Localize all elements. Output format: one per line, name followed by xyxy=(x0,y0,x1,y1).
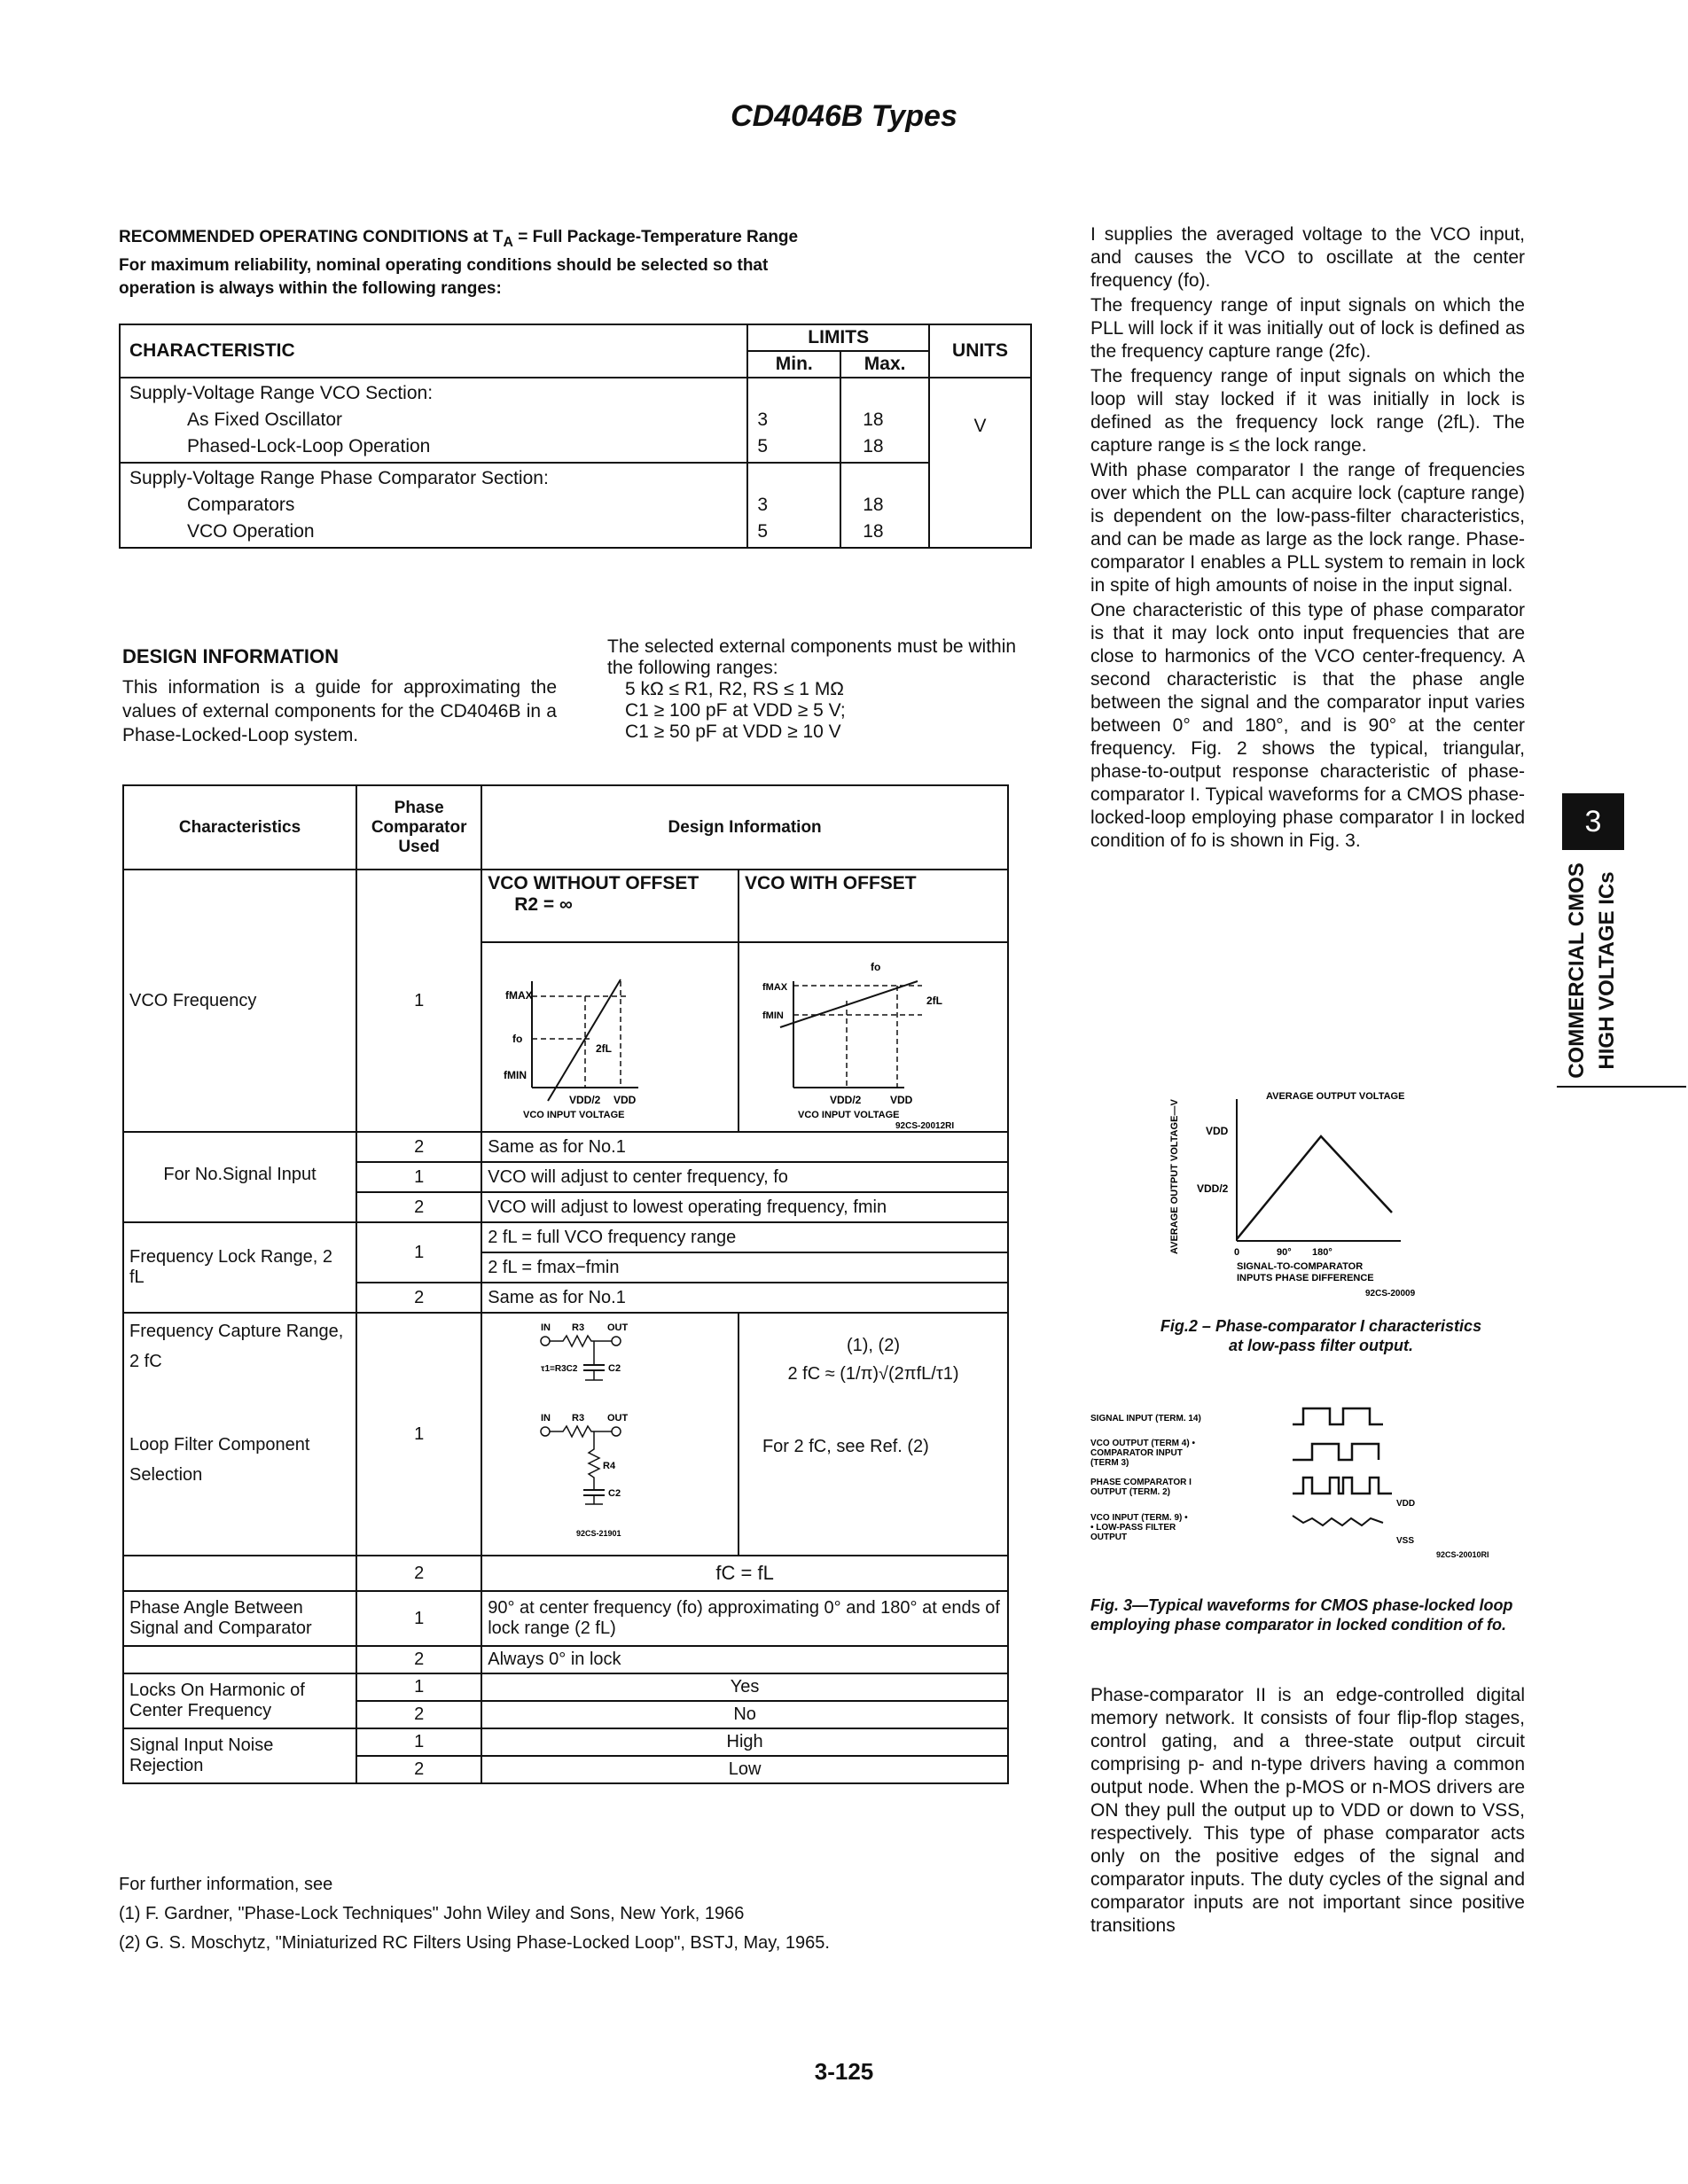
dt-cap-label: (1), (2) xyxy=(846,1336,900,1355)
g2-vco-input: VCO INPUT VOLTAGE xyxy=(797,1110,900,1120)
right-p5: One characteristic of this type of phase comparator is that it may lock onto input frequencies that are close to harmonics of the VCO center-frequency. A second characteristic is that the phase angle between the signal and the comparator input varies between 0° and 180°, and is 90° at the center frequency. Fig. 2 shows the typical, triangular, phase-to-output response characteristic of phase-comparator I. Typical waveforms for a CMOS phase-locked-loop employing phase comparator I in locked condition of fo is shown in Fig. 3. xyxy=(1090,600,1525,851)
fig2-code: 92CS-20009 xyxy=(1365,1289,1416,1299)
dt-lr2: Same as for No.1 xyxy=(481,1283,1008,1313)
dt-lr1b: 2 fL = fmax−fmin xyxy=(481,1252,1008,1283)
c-code: 92CS-21901 xyxy=(576,1529,621,1538)
roc-heading-line1: RECOMMENDED OPERATING CONDITIONS at T xyxy=(119,228,504,246)
roc-col-units: UNITS xyxy=(929,324,1031,378)
dt-yes: Yes xyxy=(481,1673,1008,1701)
g-fmin: fMIN xyxy=(504,1069,528,1081)
section-tab-label xyxy=(1562,851,1686,1090)
dt-cap-p1: 1 xyxy=(356,1313,481,1556)
page-title: CD4046B Types xyxy=(731,99,957,133)
fig3-vss: VSS xyxy=(1396,1536,1415,1546)
right-column xyxy=(1090,223,1525,854)
fig2-x180: 180° xyxy=(1312,1247,1332,1258)
section-tab-rule xyxy=(1557,1086,1686,1088)
dt-harmonic: Locks On Harmonic of Center Frequency xyxy=(123,1673,356,1728)
design-heading: DESIGN INFORMATION xyxy=(122,645,340,667)
page-number: 3-125 xyxy=(814,2058,874,2085)
dt-loop-filter: Loop Filter Component Selection xyxy=(129,1435,310,1485)
dt-sub-without xyxy=(481,870,738,942)
dt-no: No xyxy=(481,1701,1008,1728)
dt-lr-p2: 2 xyxy=(356,1283,481,1313)
design-ranges xyxy=(607,636,1033,743)
dt-pa-blank xyxy=(123,1646,356,1673)
g-vdd2: VDD/2 xyxy=(569,1094,601,1106)
right-p6: Phase-comparator II is an edge-controlled digital memory network. It consists of four flip-flop stages, control gating, and a three-state output circuit comprising p- and n-type drivers having a common output node. When the p-MOS or n-MOS drivers are ON they pull the output up to VDD or down to VSS, respectively. This type of phase comparator acts only on the positive edges of the signal and comparator inputs. The duty cycles of the signal and comparator inputs are not important since positive transitions xyxy=(1090,1685,1525,1936)
design-ranges-intro: The selected external components must be within the following ranges: xyxy=(607,636,1017,678)
roc-g2r1-max: 18 xyxy=(863,495,884,515)
g2-fmin: fMIN xyxy=(762,1010,784,1021)
references xyxy=(119,1870,1005,1958)
fig3-l2c: (TERM 3) xyxy=(1090,1458,1129,1468)
dt-vco-freq: VCO Frequency xyxy=(123,870,356,1132)
g-fmax: fMAX xyxy=(505,989,533,1002)
roc-g1-min xyxy=(747,378,840,463)
dt-h-design: Design Information xyxy=(481,785,1008,870)
dt-circuits-cell xyxy=(481,1313,738,1556)
roc-group2 xyxy=(120,463,747,548)
dt-lock-range: Frequency Lock Range, 2 fL xyxy=(123,1222,356,1313)
fig2-x0: 0 xyxy=(1234,1247,1240,1258)
dt-cap2: fC = fL xyxy=(481,1556,1008,1591)
dt-ns-p2: 2 xyxy=(356,1192,481,1222)
c2-in: IN xyxy=(541,1413,551,1424)
roc-col-max: Max. xyxy=(840,351,929,378)
dt-lr1a: 2 fL = full VCO frequency range xyxy=(481,1222,1008,1252)
c1-in: IN xyxy=(541,1322,551,1333)
fig2-xlabel2: INPUTS PHASE DIFFERENCE xyxy=(1237,1273,1374,1283)
dt-h-p2: 2 xyxy=(356,1701,481,1728)
dt-ns1: VCO will adjust to center frequency, fo xyxy=(481,1162,1008,1192)
dt-ns2: VCO will adjust to lowest operating frequency, fmin xyxy=(481,1192,1008,1222)
section-tab-number: 3 xyxy=(1562,793,1624,850)
dt-cap-ref: For 2 fC, see Ref. (2) xyxy=(762,1437,929,1456)
dt-capture: Frequency Capture Range, 2 fC xyxy=(129,1322,344,1371)
roc-g2r1: Comparators xyxy=(187,495,295,515)
c1-out: OUT xyxy=(607,1322,629,1333)
roc-heading xyxy=(119,226,1050,300)
roc-g2r1-min: 3 xyxy=(757,495,769,515)
fig3-l3a: PHASE COMPARATOR I xyxy=(1090,1478,1192,1487)
refs-intro: For further information, see xyxy=(119,1875,333,1894)
dt-cap-formula: 2 fC ≈ (1/π)√(2πfL/τ1) xyxy=(787,1364,959,1384)
roc-g1r2: Phased-Lock-Loop Operation xyxy=(187,436,431,456)
design-range1: 5 kΩ ≤ R1, R2, RS ≤ 1 MΩ xyxy=(625,679,845,699)
dt-h-char: Characteristics xyxy=(123,785,356,870)
loop-filter-circuits xyxy=(488,1316,727,1547)
fig2-cap2: at low-pass filter output. xyxy=(1228,1337,1413,1354)
roc-group1 xyxy=(120,378,747,463)
g2-code: 92CS-20012RI xyxy=(895,1121,955,1131)
fig2-vdd: VDD xyxy=(1206,1125,1229,1137)
roc-g2-min xyxy=(747,463,840,548)
dt-cap-p2: 2 xyxy=(356,1556,481,1591)
dt-cap-formula-cell xyxy=(738,1313,1008,1556)
dt-noise: Signal Input Noise Rejection xyxy=(123,1728,356,1783)
right-p4: With phase comparator I the range of frequencies over which the PLL can acquire lock (capture range) is dependent on the low-pass-filter characteristics, and can be made as large as the lock range. Phase-comparator I enables a PLL system to remain in lock in spite of high amounts of noise in the input signal. xyxy=(1090,460,1525,596)
roc-g1r1-min: 3 xyxy=(757,410,769,430)
roc-g1r1: As Fixed Oscillator xyxy=(187,410,343,430)
g2-vdd: VDD xyxy=(889,1094,913,1106)
roc-group2-title: Supply-Voltage Range Phase Comparator Section: xyxy=(129,468,549,488)
dt-pa2: Always 0° in lock xyxy=(481,1646,1008,1673)
dt-blank xyxy=(123,1132,356,1162)
g2-fo: fo xyxy=(870,961,881,973)
fig3-l4a: VCO INPUT (TERM. 9) • xyxy=(1090,1513,1188,1523)
roc-table xyxy=(119,324,1032,549)
roc-g1r2-max: 18 xyxy=(863,436,884,456)
roc-col-characteristic: CHARACTERISTIC xyxy=(120,324,747,378)
vco-without-offset-graph xyxy=(488,946,727,1123)
section-tab-line1: COMMERCIAL CMOS xyxy=(1565,862,1589,1079)
fig2-x90: 90° xyxy=(1277,1247,1292,1258)
fig2-cap1: Fig.2 – Phase-comparator I characteristics xyxy=(1160,1317,1482,1335)
roc-col-limits: LIMITS xyxy=(747,324,929,351)
fig3-l2b: COMPARATOR INPUT xyxy=(1090,1448,1183,1458)
dt-pa1: 90° at center frequency (fo) approximating 0° and 180° at ends of lock range (2 fL) xyxy=(481,1591,1008,1646)
design-range2: C1 ≥ 100 pF at VDD ≥ 5 V; xyxy=(625,700,846,721)
dt-sub-without-r2: R2 = ∞ xyxy=(514,894,573,915)
roc-heading-end: = Full Package-Temperature Range xyxy=(512,228,799,246)
fig3-l4c: OUTPUT xyxy=(1090,1533,1128,1542)
design-text: This information is a guide for approximating the values of external components for the CD4046B in a Phase-Locked-Loop system. xyxy=(122,677,557,745)
design-table xyxy=(122,784,1009,1784)
roc-g2r2-min: 5 xyxy=(757,521,769,542)
g-vco-input: VCO INPUT VOLTAGE xyxy=(523,1110,625,1120)
fig3-caption: Fig. 3—Typical waveforms for CMOS phase-locked loop employing phase comparator in locked condition of fo. xyxy=(1090,1596,1513,1634)
right-p1: I supplies the averaged voltage to the VCO input, and causes the VCO to oscillate at the center frequency (fo). xyxy=(1090,224,1525,291)
g2-2fl: 2fL xyxy=(926,994,942,1007)
fig2-ylabel: AVERAGE OUTPUT VOLTAGE—V xyxy=(1169,1099,1180,1254)
fig3-code: 92CS-20010RI xyxy=(1436,1550,1489,1559)
c2-r3: R3 xyxy=(572,1413,585,1424)
c1-tau: τ1=R3C2 xyxy=(541,1364,578,1374)
dt-vco-p2: 2 xyxy=(356,1132,481,1162)
right-p2: The frequency range of input signals on which the PLL will lock if it was initially out of lock is defined as the frequency capture range (2fc). xyxy=(1090,295,1525,362)
dt-capture-cell xyxy=(123,1313,356,1556)
roc-heading-sub: A xyxy=(503,234,513,250)
dt-graph-with-cell xyxy=(738,942,1008,1132)
dt-n-p1: 1 xyxy=(356,1728,481,1756)
ref-1: (1) F. Gardner, "Phase-Lock Techniques" John Wiley and Sons, New York, 1966 xyxy=(119,1904,745,1923)
fig3-l3b: OUTPUT (TERM. 2) xyxy=(1090,1487,1170,1497)
ref-2: (2) G. S. Moschytz, "Miniaturized RC Filters Using Phase-Locked Loop", BSTJ, May, 1965. xyxy=(119,1933,830,1953)
dt-no-signal: For No.Signal Input xyxy=(123,1162,356,1222)
fig3-l1: SIGNAL INPUT (TERM. 14) xyxy=(1090,1414,1201,1424)
dt-n-p2: 2 xyxy=(356,1756,481,1783)
section-tab-line2: HIGH VOLTAGE ICs xyxy=(1595,871,1619,1070)
dt-phase-angle: Phase Angle Between Signal and Comparator xyxy=(123,1591,356,1646)
fig3-waveforms xyxy=(1090,1396,1516,1587)
g-2fl: 2fL xyxy=(596,1042,613,1055)
roc-unit: V xyxy=(929,378,1031,548)
dt-pa-p2: 2 xyxy=(356,1646,481,1673)
roc-col-min: Min. xyxy=(747,351,840,378)
fig2-caption xyxy=(1126,1316,1516,1355)
dt-sub-without-label: VCO WITHOUT OFFSET xyxy=(488,873,699,893)
roc-g2r2: VCO Operation xyxy=(187,521,315,542)
g-vdd: VDD xyxy=(613,1094,637,1106)
roc-g2-max xyxy=(840,463,929,548)
c2-c2: C2 xyxy=(608,1488,621,1499)
fig3-l2a: VCO OUTPUT (TERM 4) • xyxy=(1090,1439,1195,1448)
roc-g1r1-max: 18 xyxy=(863,410,884,430)
g2-vdd2: VDD/2 xyxy=(829,1094,862,1106)
roc-heading-line3: operation is always within the following ranges: xyxy=(119,278,502,298)
dt-lr-p1: 1 xyxy=(356,1222,481,1283)
c1-c2: C2 xyxy=(608,1363,621,1374)
dt-graph-without-cell xyxy=(481,942,738,1132)
dt-h-p1: 1 xyxy=(356,1673,481,1701)
g2-fmax: fMAX xyxy=(762,982,788,993)
fig2-vdd2: VDD/2 xyxy=(1197,1182,1229,1195)
fig3-l4b: • LOW-PASS FILTER xyxy=(1090,1523,1176,1533)
roc-group1-title: Supply-Voltage Range VCO Section: xyxy=(129,383,434,403)
dt-cap-blank xyxy=(123,1556,356,1591)
dt-high: High xyxy=(481,1728,1008,1756)
dt-ns-p1: 1 xyxy=(356,1162,481,1192)
dt-vco-p2-val: Same as for No.1 xyxy=(481,1132,1008,1162)
roc-heading-line2: For maximum reliability, nominal operating conditions should be selected so that xyxy=(119,255,769,275)
g-fo: fo xyxy=(512,1033,523,1045)
roc-g1-max xyxy=(840,378,929,463)
dt-pa-p1: 1 xyxy=(356,1591,481,1646)
dt-vco-p1: 1 xyxy=(356,870,481,1132)
fig3-vdd: VDD xyxy=(1396,1499,1416,1509)
dt-h-phase: Phase Comparator Used xyxy=(356,785,481,870)
c2-out: OUT xyxy=(607,1413,629,1424)
fig2-xlabel1: SIGNAL-TO-COMPARATOR xyxy=(1237,1261,1364,1272)
design-range3: C1 ≥ 50 pF at VDD ≥ 10 V xyxy=(625,722,841,742)
roc-g1r2-min: 5 xyxy=(757,436,769,456)
c2-r4: R4 xyxy=(603,1461,616,1471)
vco-with-offset-graph xyxy=(745,946,1002,1131)
fig2-graph xyxy=(1153,1064,1525,1356)
dt-low: Low xyxy=(481,1756,1008,1783)
roc-g2r2-max: 18 xyxy=(863,521,884,542)
c1-r3: R3 xyxy=(572,1322,585,1333)
fig2-avg: AVERAGE OUTPUT VOLTAGE xyxy=(1266,1091,1405,1102)
right-p3: The frequency range of input signals on which the loop will stay locked if it was initially in lock is defined as the frequency lock range (2fL). The capture range is ≤ the lock range. xyxy=(1090,366,1525,456)
dt-sub-with: VCO WITH OFFSET xyxy=(738,870,1008,942)
